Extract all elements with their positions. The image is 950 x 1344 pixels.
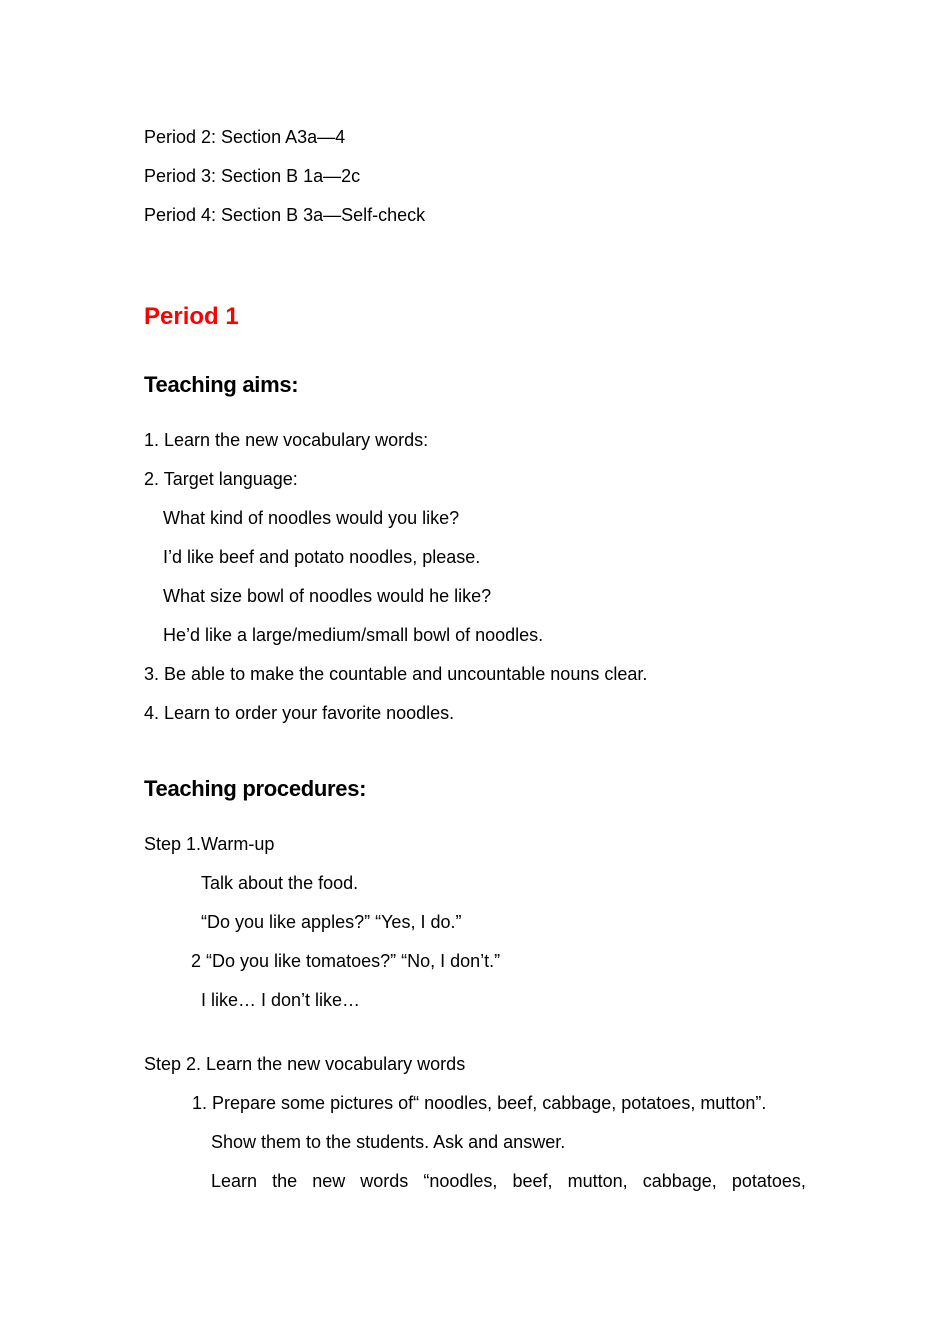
aim-item-1: 1. Learn the new vocabulary words: [144,430,429,450]
word: cabbage, [642,1171,717,1191]
step-2-title: Step 2. Learn the new vocabulary words [144,1054,466,1074]
word: the [272,1171,298,1191]
step-1-title: Step 1.Warm-up [144,834,275,854]
word: mutton, [567,1171,628,1191]
period-1-heading: Period 1 [144,303,239,330]
target-language-1: What kind of noodles would you like? [163,508,460,528]
word: “noodles, [423,1171,498,1191]
teaching-aims-heading: Teaching aims: [144,372,299,397]
teaching-procedures-heading: Teaching procedures: [144,776,367,801]
step-2-line-1: 1. Prepare some pictures of“ noodles, beef, cabbage, potatoes, mutton”. [192,1093,767,1113]
target-language-2: I’d like beef and potato noodles, please. [163,547,481,567]
word: words [360,1171,409,1191]
aim-item-3: 3. Be able to make the countable and uncountable nouns clear. [144,664,648,684]
period-4-line: Period 4: Section B 3a—Self-check [144,205,426,225]
step-1-line-2: “Do you like apples?” “Yes, I do.” [201,912,462,932]
target-language-3: What size bowl of noodles would he like? [163,586,492,606]
step-1-line-1: Talk about the food. [201,873,359,893]
word: beef, [512,1171,553,1191]
step-1-line-3: 2 “Do you like tomatoes?” “No, I don’t.” [191,951,501,971]
period-2-line: Period 2: Section A3a—4 [144,127,346,147]
step-1-line-4: I like… I don’t like… [201,990,361,1010]
target-language-4: He’d like a large/medium/small bowl of noodles. [163,625,544,645]
aim-item-2: 2. Target language: [144,469,298,489]
aim-item-4: 4. Learn to order your favorite noodles. [144,703,455,723]
word: Learn [211,1171,258,1191]
step-2-line-3 [211,1170,806,1192]
period-3-line: Period 3: Section B 1a—2c [144,166,361,186]
step-2-line-2: Show them to the students. Ask and answer. [211,1132,566,1152]
word: potatoes, [731,1171,806,1191]
word: new [312,1171,346,1191]
